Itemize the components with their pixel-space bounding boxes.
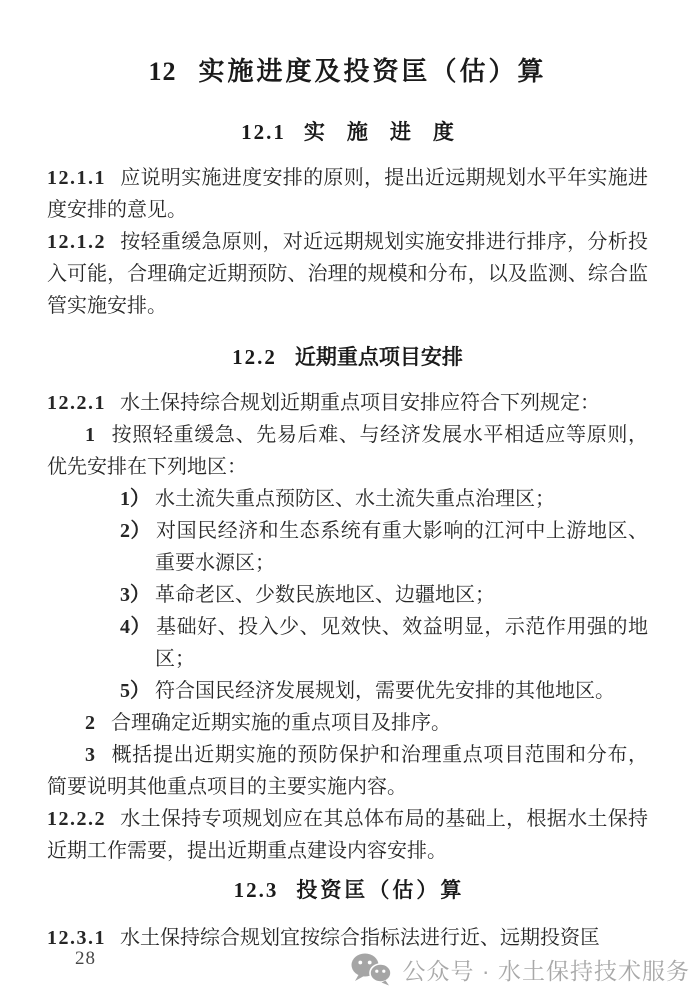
clause-12-1-1 [47, 162, 648, 226]
sublist-item-1 [120, 483, 648, 515]
watermark [350, 952, 690, 986]
list-item-2-number: 2 [85, 712, 95, 734]
section-12-1-title: 实施进度 [303, 121, 476, 144]
sublist-item-1-text: 水土流失重点预防区、水土流失重点治理区； [155, 488, 555, 510]
sublist-item-5-text: 符合国民经济发展规划，需要优先安排的其他地区。 [155, 680, 615, 702]
chapter-title: 实施进度及投资匡（估）算 [198, 56, 547, 86]
clause-12-1-2-text: 按轻重缓急原则，对近远期规划实施安排进行排序，分析投入可能，合理确定近期预防、治理的规模和分布，以及监测、综合监管实施安排。 [47, 231, 648, 317]
clause-12-1-1-text: 应说明实施进度安排的原则，提出近远期规划水平年实施进度安排的意见。 [47, 167, 648, 221]
section-12-3-title: 投资匡（估）算 [296, 879, 465, 902]
sublist-item-3-number: 3） [120, 584, 150, 606]
wechat-icon [350, 952, 394, 986]
page-number: 28 [75, 948, 96, 969]
section-12-1-number: 12.1 [241, 120, 286, 144]
sublist-item-4-number: 4） [120, 616, 152, 638]
list-item-3-number: 3 [85, 744, 95, 766]
chapter-heading [47, 54, 648, 89]
section-heading-12-3 [47, 875, 648, 906]
sublist-item-4 [120, 611, 649, 675]
section-12-3-number: 12.3 [233, 878, 279, 902]
sublist-item-3-text: 革命老区、少数民族地区、边疆地区； [155, 584, 495, 606]
sublist-item-2 [120, 515, 649, 579]
sublist-item-3 [120, 579, 648, 611]
clause-12-2-1-text: 水土保持综合规划近期重点项目安排应符合下列规定： [120, 392, 600, 414]
section-12-2-title: 近期重点项目安排 [294, 346, 463, 369]
sublist-item-4-text: 基础好、投入少、见效快、效益明显，示范作用强的地区； [155, 616, 649, 670]
section-heading-12-1 [47, 117, 648, 148]
section-12-2-number: 12.2 [232, 345, 277, 369]
clause-12-1-1-number: 12.1.1 [47, 167, 106, 189]
list-item-3 [47, 739, 648, 803]
sublist-item-2-text: 对国民经济和生态系统有重大影响的江河中上游地区、重要水源区； [155, 520, 649, 574]
clause-12-2-2-text: 水土保持专项规划应在其总体布局的基础上，根据水土保持近期工作需要，提出近期重点建设内容安排。 [47, 808, 648, 862]
clause-12-1-2-number: 12.1.2 [47, 231, 106, 253]
clause-12-2-2 [47, 803, 648, 867]
list-item-2-text: 合理确定近期实施的重点项目及排序。 [111, 712, 451, 734]
watermark-text: 公众号 · 水土保持技术服务 [402, 957, 690, 984]
clause-12-2-1-number: 12.2.1 [47, 392, 106, 414]
clause-12-2-2-number: 12.2.2 [47, 808, 106, 830]
clause-12-3-1 [47, 922, 648, 954]
clause-12-1-2 [47, 226, 648, 322]
section-heading-12-2 [47, 342, 648, 373]
sublist-item-2-number: 2） [120, 520, 152, 542]
clause-12-2-1 [47, 387, 648, 419]
list-item-3-text: 概括提出近期实施的预防保护和治理重点项目范围和分布，简要说明其他重点项目的主要实施内容。 [47, 744, 648, 798]
sublist-item-5 [120, 675, 648, 707]
list-item-1-number: 1 [85, 424, 95, 446]
clause-12-3-1-text: 水土保持综合规划宜按综合指标法进行近、远期投资匡 [120, 927, 600, 949]
list-item-1 [47, 419, 648, 483]
chapter-number: 12 [148, 57, 177, 86]
list-item-2 [47, 707, 648, 739]
sublist-item-5-number: 5） [120, 680, 150, 702]
clause-12-3-1-number: 12.3.1 [47, 927, 106, 949]
list-item-1-text: 按照轻重缓急、先易后难、与经济发展水平相适应等原则，优先安排在下列地区： [47, 424, 648, 478]
sublist-item-1-number: 1） [120, 488, 150, 510]
